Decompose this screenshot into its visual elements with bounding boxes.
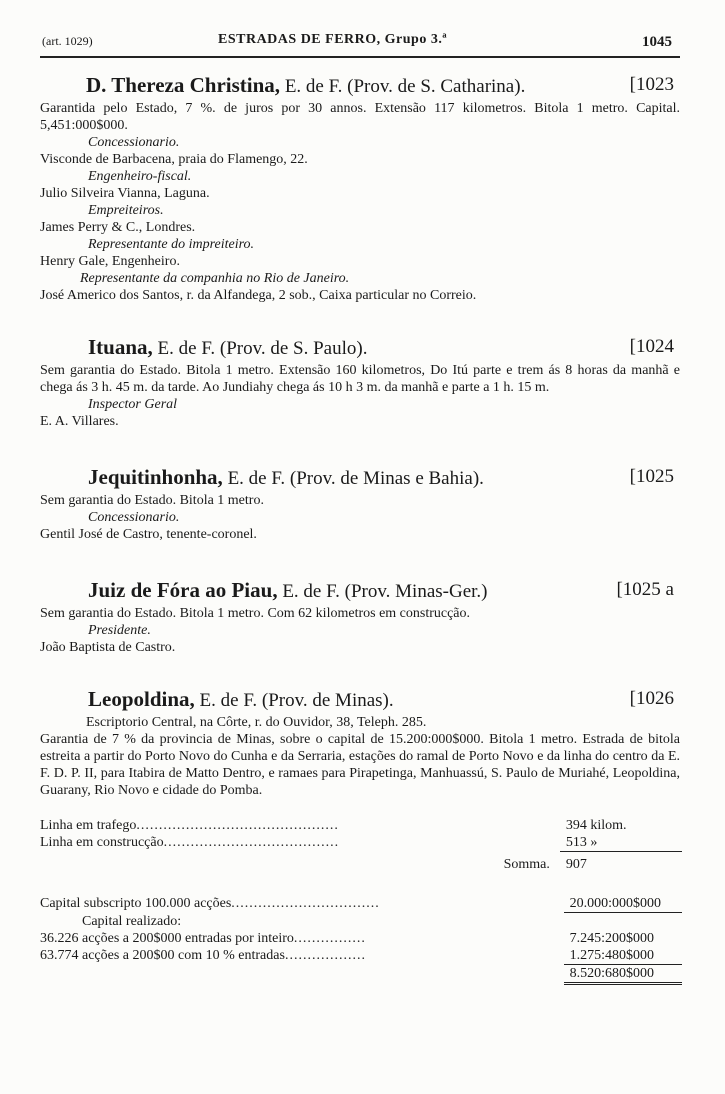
total-value: 8.520:680$000 [564, 964, 682, 983]
table-row [40, 895, 682, 913]
railway-name: D. Thereza Christina, [86, 73, 281, 97]
entry-body: Sem garantia do Estado. Bitola 1 metro. Com 62 kilometros em construcção. [40, 606, 471, 621]
railway-province: E. de F. (Prov. Minas-Ger.) [277, 581, 488, 602]
role-title: Concessionario. [88, 510, 180, 525]
person: João Baptista de Castro. [40, 640, 176, 655]
role-title: Empreiteiros. [88, 203, 164, 218]
railway-province: E. de F. (Prov. de S. Catharina). [280, 76, 526, 97]
person: Julio Silveira Vianna, Laguna. [40, 186, 210, 201]
railway-name: Ituana, [88, 335, 153, 359]
row-value: 7.245:200$000 [569, 930, 655, 946]
table-row [40, 947, 682, 965]
page-number: 1045 [642, 34, 672, 50]
line-length-table [40, 817, 682, 873]
row-label: 36.226 acções a 200$000 entradas por inteiro................ [40, 930, 366, 946]
header-rule [40, 56, 680, 58]
table-row [40, 913, 682, 930]
page-title: ESTRADAS DE FERRO, Grupo 3.ª [218, 32, 448, 47]
role-title: Concessionario. [88, 135, 180, 150]
entry-number: [1025 [629, 466, 674, 487]
railway-name: Leopoldina, [88, 687, 195, 711]
person: E. A. Villares. [40, 414, 119, 429]
entry-number: [1025 a [616, 579, 674, 600]
entry-heading [40, 464, 680, 492]
row-label: Linha em trafego............................................. [40, 818, 339, 833]
row-label: Somma. [503, 856, 550, 872]
row-label: Capital subscripto 100.000 acções................................. [40, 896, 380, 912]
entry-ituana [40, 334, 680, 430]
entry-body: Garantida pelo Estado, 7 %. de juros por 30 annos. Extensão 117 kilometros. Bitola 1 metro. Capital. 5,451:000$000. [40, 101, 680, 133]
row-value: 1.275:480$000 [564, 947, 682, 965]
railway-province: E. de F. (Prov. de Minas e Bahia). [222, 468, 484, 489]
railway-name: Juiz de Fóra ao Piau, [88, 578, 278, 602]
entry-heading [40, 577, 680, 605]
article-ref: (art. 1029) [42, 34, 93, 48]
row-value: 907 [565, 857, 587, 872]
railway-province: E. de F. (Prov. de S. Paulo). [152, 338, 368, 359]
person: James Perry & C., Londres. [40, 220, 196, 235]
entry-leopoldina [40, 686, 680, 799]
row-label: 63.774 acções a 200$00 com 10 % entradas.................. [40, 947, 366, 963]
office-address: Escriptorio Central, na Côrte, r. do Ouvidor, 38, Teleph. 285. [86, 715, 427, 730]
row-value: 20.000:000$000 [564, 895, 682, 913]
railway-name: Jequitinhonha, [88, 465, 223, 489]
entry-number: [1026 [629, 688, 674, 709]
table-row [40, 964, 682, 983]
table-row [40, 817, 682, 834]
person: Henry Gale, Engenheiro. [40, 254, 180, 269]
entry-heading [40, 686, 680, 714]
table-row [40, 834, 682, 852]
entry-body: Garantia de 7 % da provincia de Minas, sobre o capital de 15.200:000$000. Bitola 1 metro. Estrada de bitola estreita a partir do Porto Novo do Cunha e da Serraria, estações do ramal de Porto Novo e da linha do centro da E. F. D. P. II, para Itabira de Matto Dentro, e ramaes para Pirapetinga, Manhuassú, S. Paulo de Muriahé, Leopoldina, Guarany, Rio Novo e cidade do Pomba. [40, 732, 680, 798]
entry-heading [40, 72, 680, 100]
page [40, 28, 680, 985]
row-value: 513 » [560, 834, 682, 852]
table-row [40, 852, 682, 874]
railway-province: E. de F. (Prov. de Minas). [194, 690, 394, 711]
running-header [40, 28, 680, 50]
entry-body: Sem garantia do Estado. Bitola 1 metro. Extensão 160 kilometros, Do Itú parte e trem ás 8 horas da manhã e chega ás 3 h. 45 m. da tarde. Ao Jundiahy chega ás 10 h 3 m. da manhã e parte a 1 h. 15 m. [40, 363, 680, 395]
entry-number: [1023 [629, 74, 674, 95]
entry-body: Sem garantia do Estado. Bitola 1 metro. [40, 493, 264, 508]
person: José Americo dos Santos, r. da Alfandega, 2 sob., Caixa particular no Correio. [40, 288, 477, 303]
capital-table [40, 895, 682, 985]
row-label: Linha em construcção....................................... [40, 835, 340, 851]
role-title: Representante do impreiteiro. [88, 237, 255, 252]
entry-number: [1024 [629, 336, 674, 357]
role-title: Representante da companhia no Rio de Janeiro. [80, 271, 350, 286]
entry-juiz-de-fora [40, 577, 680, 656]
entry-thereza-christina [40, 72, 680, 304]
entry-heading [40, 334, 680, 362]
person: Visconde de Barbacena, praia do Flamengo, 22. [40, 152, 308, 167]
role-title: Presidente. [88, 623, 151, 638]
role-title: Engenheiro-fiscal. [88, 169, 192, 184]
row-label: Capital realizado: [82, 913, 182, 929]
table-row [40, 930, 682, 947]
row-value: 394 kilom. [565, 818, 627, 833]
entry-jequitinhonha [40, 464, 680, 543]
person: Gentil José de Castro, tenente-coronel. [40, 527, 257, 542]
role-title: Inspector Geral [88, 397, 178, 412]
